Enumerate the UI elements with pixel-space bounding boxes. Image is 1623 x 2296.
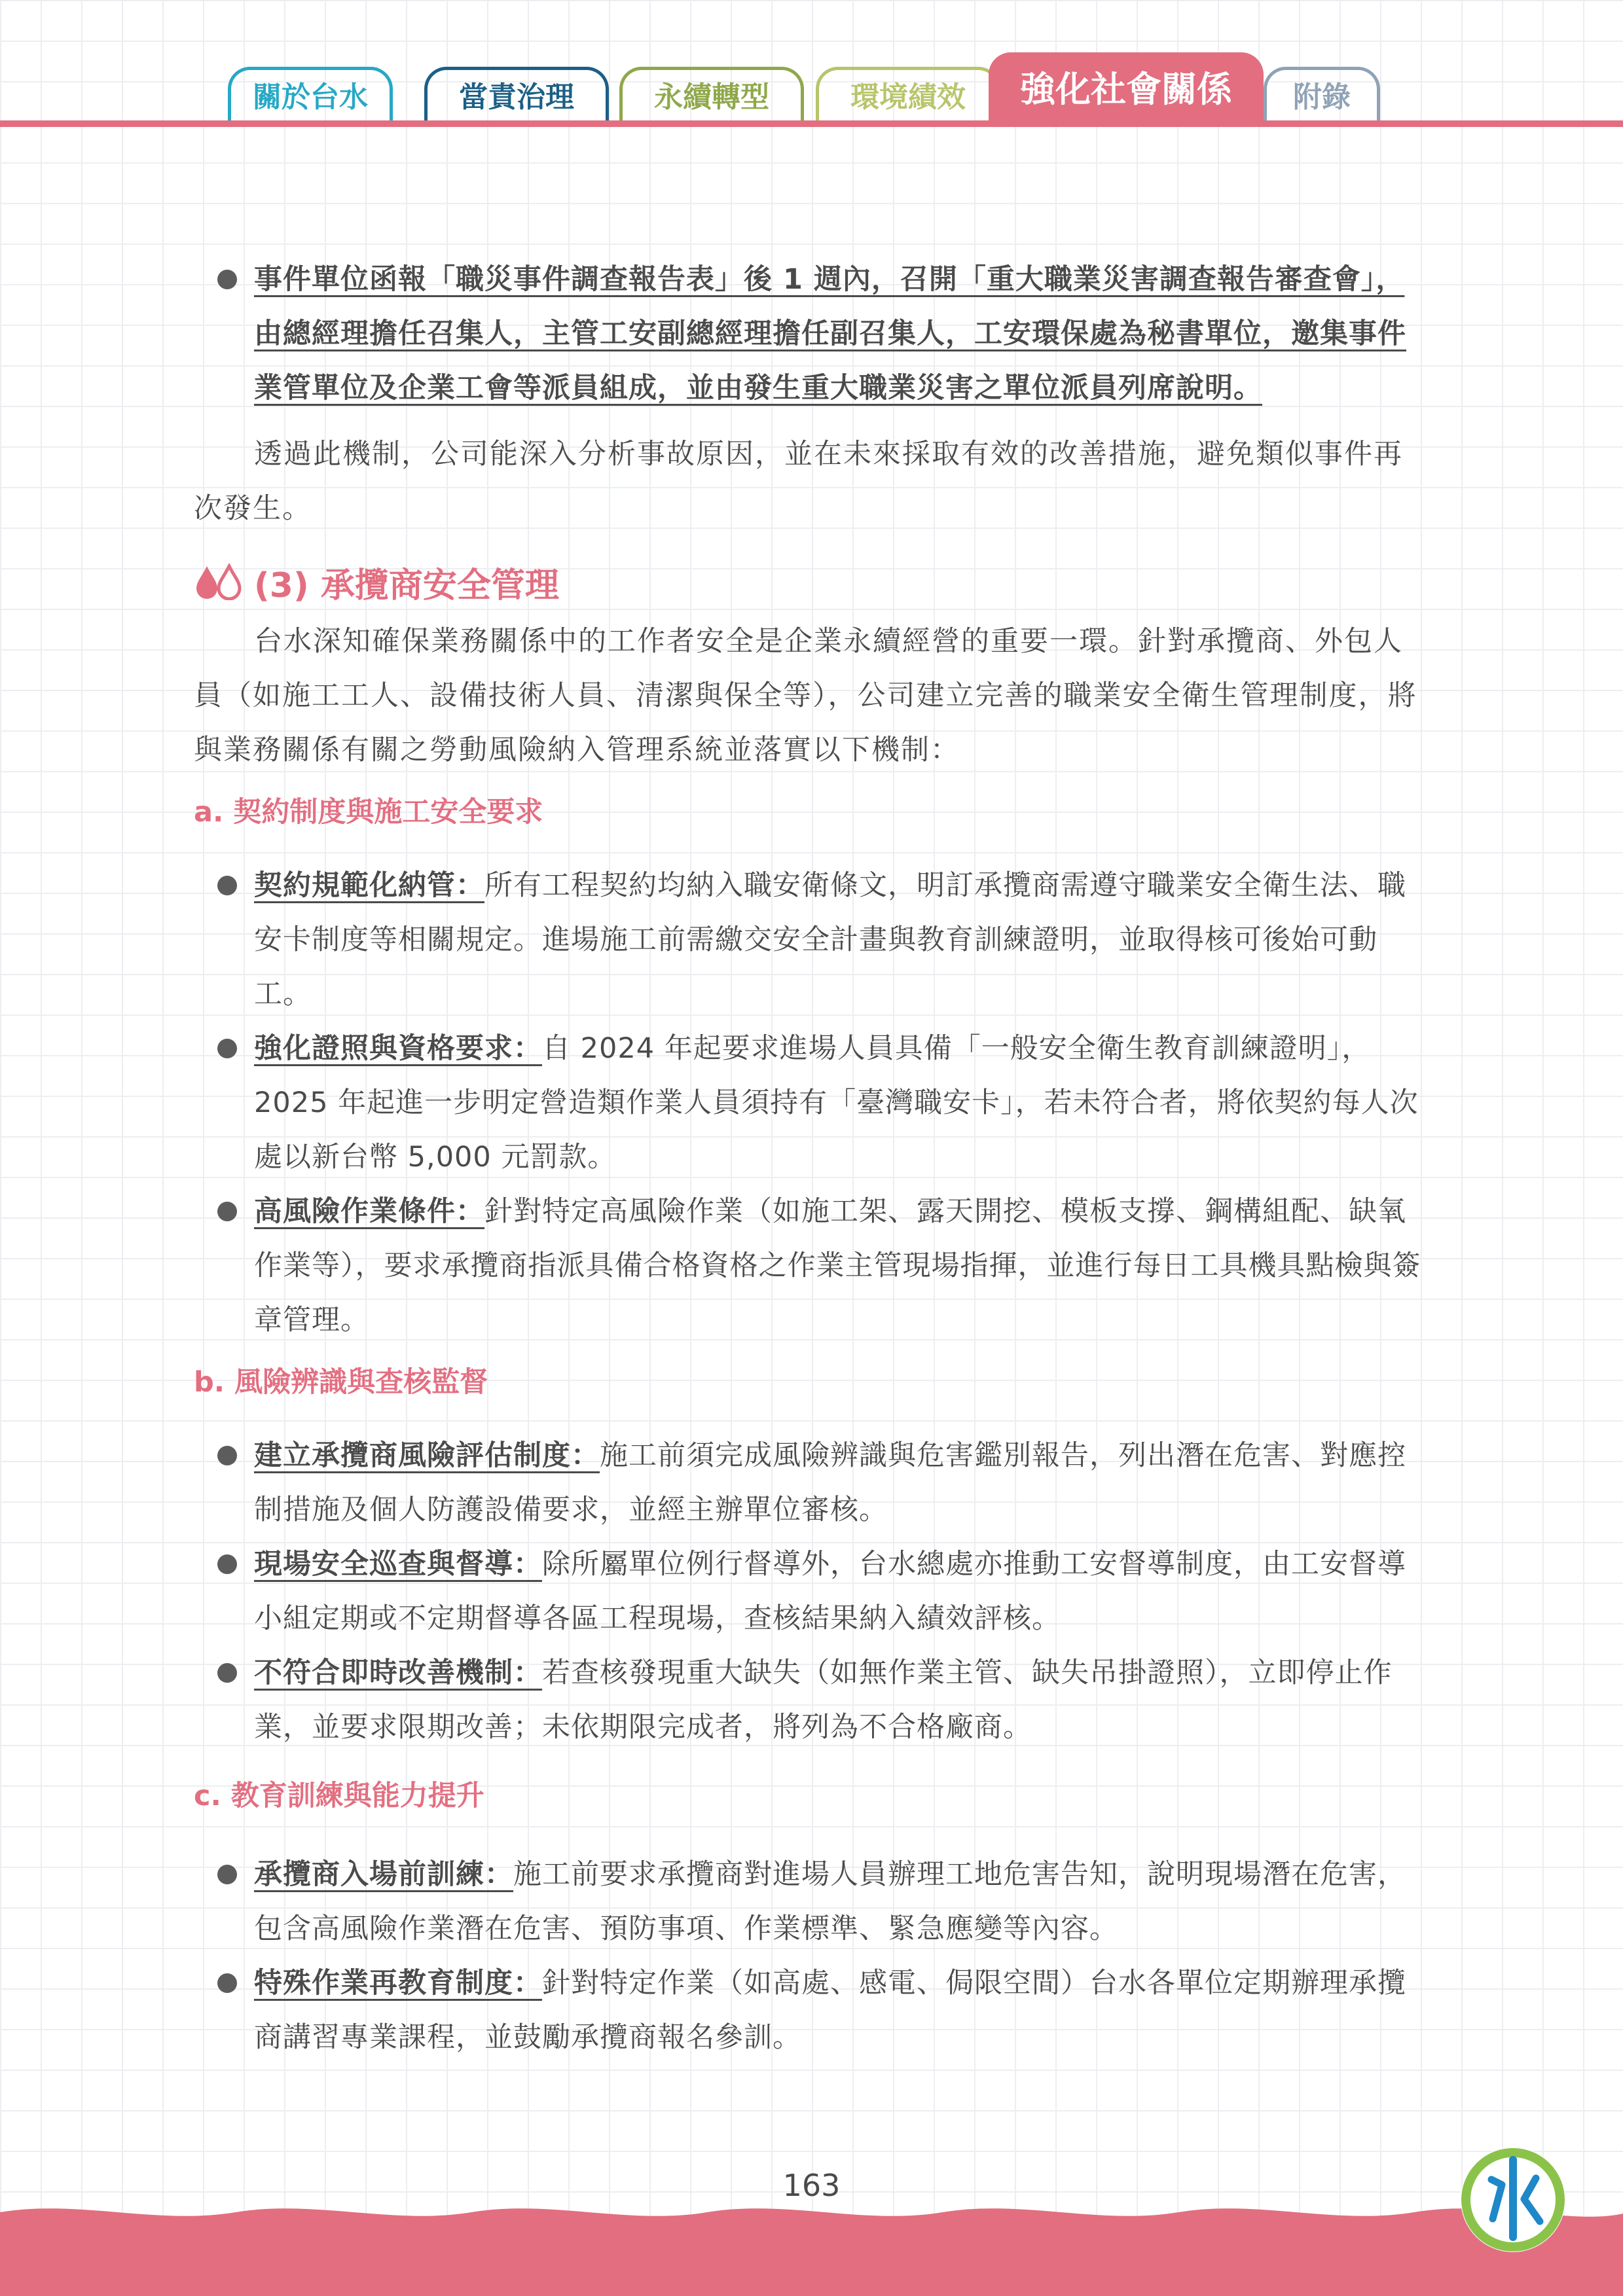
subsection-list-b [194, 1429, 1430, 1755]
list-item [194, 1848, 1430, 1956]
page-content [194, 253, 1430, 2065]
list-item [194, 1022, 1430, 1185]
item-label: 不符合即時改善機制： [254, 1657, 542, 1689]
subsection-list-c [194, 1848, 1430, 2065]
page-number: 163 [782, 2168, 841, 2203]
footer-wave [0, 2199, 1623, 2296]
tab-governance[interactable]: 當責治理 [424, 67, 609, 122]
item-text: 針對特定高風險作業（如施工架、露天開挖、模板支撐、鋼構組配、缺氧作業等），要求承攬商指派具備合格資格之作業主管現場指揮，並進行每日工具機具點檢與簽章管理。 [254, 1195, 1421, 1336]
item-label: 契約規範化納管： [254, 869, 484, 902]
section-heading [194, 556, 1430, 608]
taiwan-water-logo [1459, 2145, 1567, 2254]
tab-about[interactable]: 關於台水 [228, 67, 393, 122]
list-item [194, 1429, 1430, 1537]
intro-bullet-list [194, 253, 1430, 416]
subsection-title-b: b. 風險辨識與查核監督 [194, 1366, 488, 1399]
item-label: 特殊作業再教育制度： [254, 1967, 542, 2000]
list-item [194, 859, 1430, 1022]
list-item [194, 1185, 1430, 1348]
item-text: 所有工程契約均納入職安衛條文，明訂承攬商需遵守職業安全衛生法、職安卡制度等相關規定。進場施工前需繳交安全計畫與教育訓練證明，並取得核可後始可動工。 [254, 869, 1406, 1011]
water-drops-icon [194, 564, 246, 600]
section-intro: 台水深知確保業務關係中的工作者安全是企業永續經營的重要一環。針對承攬商、外包人員（如施工工人、設備技術人員、清潔與保全等），公司建立完善的職業安全衛生管理制度，將與業務關係有關之勞動風險納入管理系統並落實以下機制： [194, 625, 1417, 766]
list-item [194, 1537, 1430, 1646]
list-item [194, 1646, 1430, 1755]
item-text: 施工前須完成風險辨識與危害鑑別報告，列出潛在危害、對應控制措施及個人防護設備要求，並經主辦單位審核。 [254, 1439, 1406, 1526]
item-label: 承攬商入場前訓練： [254, 1858, 513, 1891]
tab-appendix[interactable]: 附錄 [1264, 67, 1380, 122]
item-label: 高風險作業條件： [254, 1195, 484, 1228]
item-text: 自 2024 年起要求進場人員具備「一般安全衛生教育訓練證明」，2025 年起進一步明定營造類作業人員須持有「臺灣職安卡」，若未符合者，將依契約每人次處以新台幣 5,000 元罰款。 [254, 1032, 1419, 1174]
item-text: 若查核發現重大缺失（如無作業主管、缺失吊掛證照），立即停止作業，並要求限期改善；未依期限完成者，將列為不合格廠商。 [254, 1657, 1393, 1744]
subsection-list-a [194, 859, 1430, 1348]
tab-social-active[interactable]: 強化社會關係 [989, 52, 1264, 123]
subsection-title-a: a. 契約制度與施工安全要求 [194, 796, 543, 829]
subsection-title-c: c. 教育訓練與能力提升 [194, 1780, 484, 1812]
list-item [194, 1956, 1430, 2065]
item-label: 建立承攬商風險評估制度： [254, 1439, 600, 1472]
intro-paragraph: 透過此機制，公司能深入分析事故原因，並在未來採取有效的改善措施，避免類似事件再次發生。 [194, 438, 1403, 525]
tab-sustainability[interactable]: 永續轉型 [619, 67, 804, 122]
section-title: (3) 承攬商安全管理 [254, 565, 559, 605]
item-text: 施工前要求承攬商對進場人員辦理工地危害告知，說明現場潛在危害，包含高風險作業潛在危害、預防事項、作業標準、緊急應變等內容。 [254, 1858, 1406, 1945]
item-text: 針對特定作業（如高處、感電、侷限空間）台水各單位定期辦理承攬商講習專業課程，並鼓勵承攬商報名參訓。 [254, 1967, 1406, 2054]
item-text: 除所屬單位例行督導外，台水總處亦推動工安督導制度，由工安督導小組定期或不定期督導各區工程現場，查核結果納入績效評核。 [254, 1548, 1406, 1635]
item-label: 強化證照與資格要求： [254, 1032, 542, 1065]
list-item [194, 253, 1430, 416]
intro-bullet-text: 事件單位函報「職災事件調查報告表」後 1 週內，召開「重大職業災害調查報告審查會」，由總經理擔任召集人，主管工安副總經理擔任副召集人，工安環保處為秘書單位，邀集事件業管單位及企業工會等派員組成，並由發生重大職業災害之單位派員列席說明。 [254, 263, 1406, 404]
tab-environment[interactable]: 環境績效 [816, 67, 1000, 122]
chapter-nav [0, 0, 1623, 131]
item-label: 現場安全巡查與督導： [254, 1548, 542, 1581]
header-divider [0, 120, 1623, 127]
